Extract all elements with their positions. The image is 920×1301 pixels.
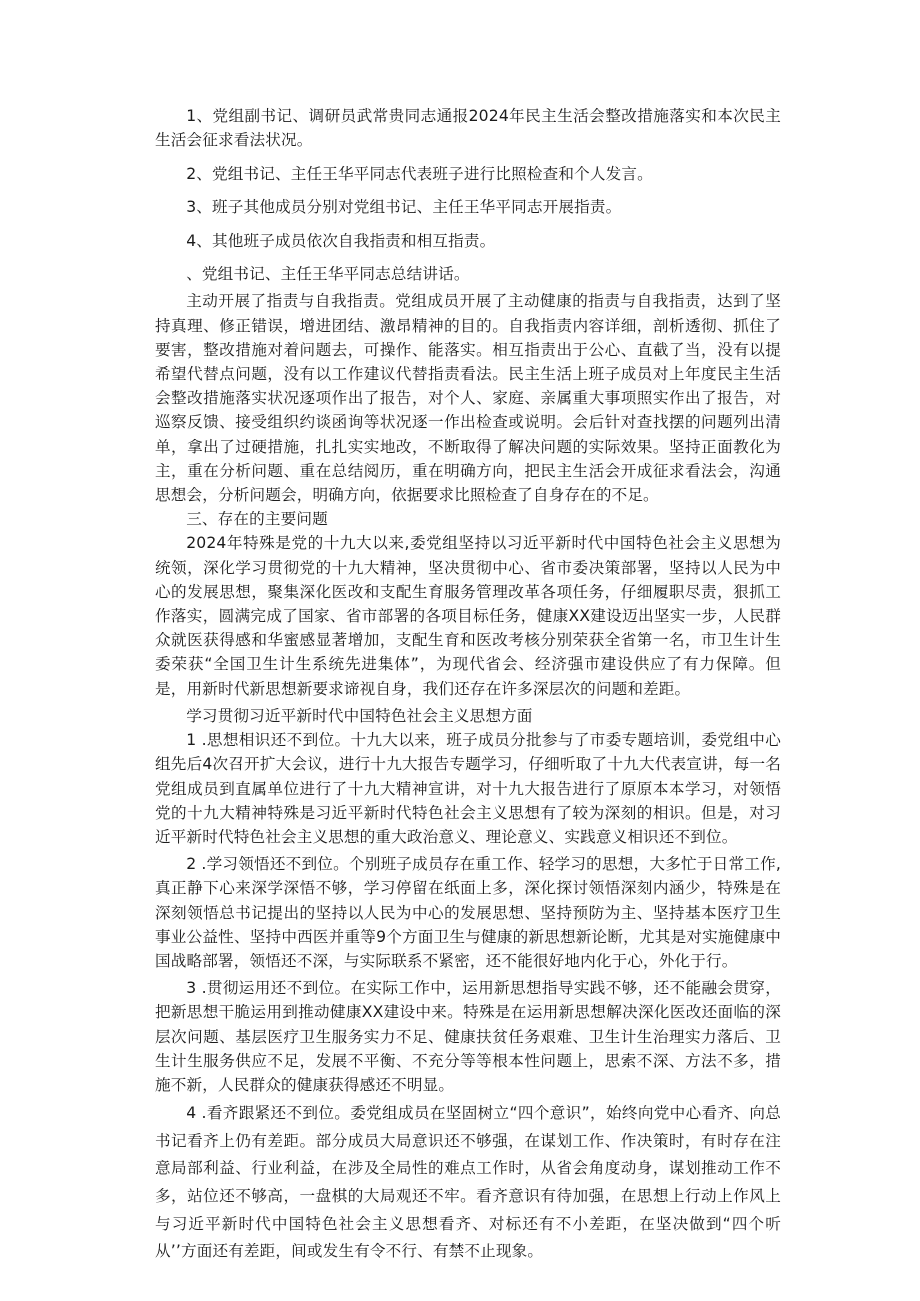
paragraph-point-4: 4 .看齐跟紧还不到位。委党组成员在坚固树立“四个意识”，始终向党中心看齐、向总书记看齐上仍有差距。部分成员大局意识还不够强，在谋划工作、作决策时，有时存在注意局部利益、行业利益，在涉及全局性的难点工作时，从省会角度动身，谋划推动工作不多，站位还不够高，一盘棋的大局观还不牢。看齐意识有待加强，在思想上行动上作风上与习近平新时代中国特色社会主义思想看齐、对标还有不小差距，在坚决做到“四个听从’’方面还有差距，间或发生有令不行、有禁不止现象。 [155, 1104, 781, 1261]
paragraph-point-3: 3 .贯彻运用还不到位。在实际工作中，运用新思想指导实践不够，还不能融会贯穿，把新思想干脆运用到推动健康XX建设中来。特殊是在运用新思想解决深化医改还面临的深层次问题、基层医疗卫生服务实力不足、健康扶贫任务艰难、卫生计生治理实力落后、卫生计生服务供应不足，发展不平衡、不充分等等根本性问题上，思索不深、方法不多，措施不新，人民群众的健康获得感还不明显。 [155, 979, 781, 1094]
section-heading-problems: 三、存在的主要问题 [186, 510, 328, 529]
paragraph-point-1: 1 .思想相识还不到位。十九大以来，班子成员分批参与了市委专题培训，委党组中心组先后4次召开扩大会议，进行十九大报告专题学习，仔细听取了十九大代表宣讲，每一名党组成员到直属单位进行了十九大精神宣讲，对十九大报告进行了原原本本学习，对领悟党的十九大精神特殊是习近平新时代特色社会主义思想有了较为深刻的相识。但是，对习近平新时代特色社会主义思想的重大政治意义、理论意义、实践意义相识还不到位。 [155, 731, 781, 846]
paragraph-item-2: 2、党组书记、主任王华平同志代表班子进行比照检查和个人发言。 [186, 164, 653, 183]
paragraph-concluding-speech: 、党组书记、主任王华平同志总结讲话。 [186, 265, 470, 284]
paragraph-item-4: 4、其他班子成员依次自我指责和相互指责。 [186, 231, 496, 250]
paragraph-2024-overview: 2024年特殊是党的十九大以来,委党组坚持以习近平新时代中国特色社会主义思想为统领，深化学习贯彻党的十九大精神，坚决贯彻中心、省市委决策部署，坚持以人民为中心的发展思想，聚集深化医改和支配生育服务管理改革各项任务，仔细履职尽责，狠抓工作落实，圆满完成了国家、省市部署的各项目标任务，健康XX建设迈出坚实一步，人民群众就医获得感和华蜜感显著增加，支配生育和医改考核分别荣获全省第一名，市卫生计生委荣获“全国卫生计生系统先进集体”，为现代省会、经济强市建设供应了有力保障。但是，用新时代新思想新要求谛视自身，我们还存在许多深层次的问题和差距。 [155, 534, 781, 698]
paragraph-point-2: 2 .学习领悟还不到位。个别班子成员存在重工作、轻学习的思想，大多忙于日常工作,真正静下心来深学深悟不够，学习停留在纸面上多，深化探讨领悟深刻内涵少，特殊是在深刻领悟总书记提出的坚持以人民为中心的发展思想、坚持预防为主、坚持基本医疗卫生事业公益性、坚持中西医并重等9个方面卫生与健康的新思想新论断，尤其是对实施健康中国战略部署，领悟还不深，与实际联系不紧密，还不能很好地内化于心，外化于行。 [155, 855, 781, 970]
document-body [155, 104, 781, 1266]
paragraph-item-1: 1、党组副书记、调研员武常贵同志通报2024年民主生活会整改措施落实和本次民主生活会征求看法状况。 [155, 107, 781, 150]
paragraph-item-3: 3、班子其他成员分别对党组书记、主任王华平同志开展指责。 [186, 198, 622, 217]
subsection-heading-study: 学习贯彻习近平新时代中国特色社会主义思想方面 [186, 706, 533, 725]
paragraph-self-criticism: 主动开展了指责与自我指责。党组成员开展了主动健康的指责与自我指责，达到了坚持真理、修正错误，增进团结、激昂精神的目的。自我指责内容详细，剖析透彻、抓住了要害，整改措施对着问题去，可操作、能落实。相互指责出于公心、直截了当，没有以提希望代替点问题，没有以工作建议代替指责看法。民主生活上班子成员对上年度民主生活会整改措施落实状况逐项作出了报告，对个人、家庭、亲属重大事项照实作出了报告，对巡察反馈、接受组织约谈函询等状况逐一作出检查或说明。会后针对查找摆的问题列出清单，拿出了过硬措施，扎扎实实地改，不断取得了解决问题的实际效果。坚持正面教化为主，重在分析问题、重在总结阅历，重在明确方向，把民主生活会开成征求看法会，沟通思想会，分析问题会，明确方向，依据要求比照检查了自身存在的不足。 [155, 292, 781, 505]
